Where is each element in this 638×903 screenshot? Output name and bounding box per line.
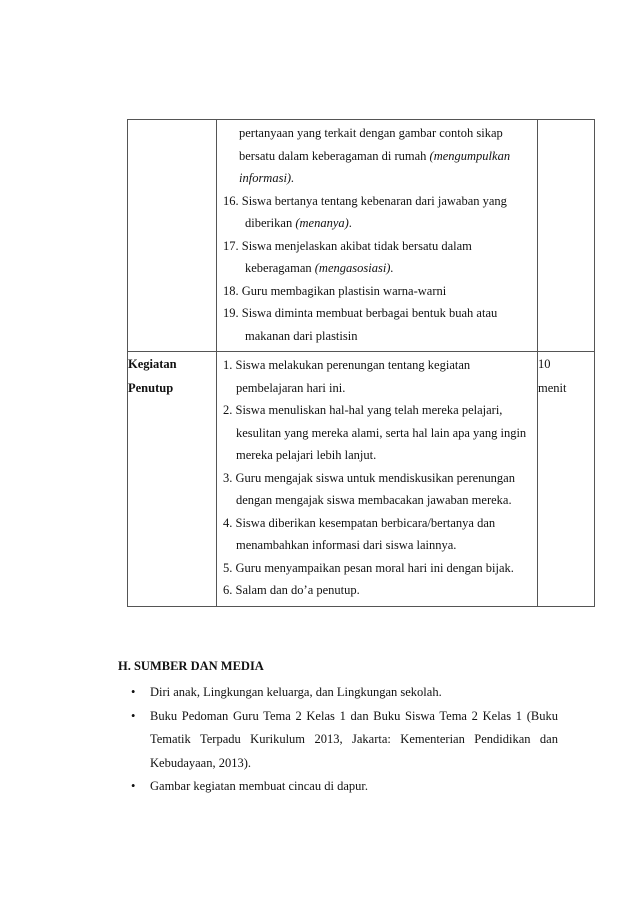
bullet-icon: •	[131, 685, 136, 699]
section-heading: H. SUMBER DAN MEDIA	[118, 659, 264, 673]
activity-name-cell-empty	[128, 120, 217, 352]
source-text: Gambar kegiatan membuat cincau di dapur.	[150, 779, 368, 793]
sources-list	[118, 681, 558, 799]
continued-step-line-2: bersatu dalam keberagaman di rumah	[239, 148, 430, 163]
step-number: 16.	[223, 193, 239, 208]
list-item	[223, 557, 531, 580]
list-item	[223, 579, 531, 602]
closing-activity-steps-cell	[217, 352, 538, 607]
source-text: Buku Pedoman Guru Tema 2 Kelas 1 dan Buku Siswa Tema 2 Kelas 1 (Buku Tematik Terpadu Kurikulum 2013, Jakarta: Kementerian Pendidikan dan Kebudayaan, 2013).	[150, 708, 558, 770]
step-text: Siswa melakukan perenungan tentang kegiatan pembelajaran hari ini.	[235, 358, 471, 395]
step-text: Siswa bertanya tentang kebenaran dari jawaban yang diberikan	[241, 193, 507, 230]
list-item	[223, 467, 531, 512]
continued-step-italic: (mengumpulkan informasi).	[239, 148, 511, 185]
source-text: Diri anak, Lingkungan keluarga, dan Lingkungan sekolah.	[150, 685, 442, 699]
step-number: 5.	[223, 560, 233, 575]
closing-activity-row	[128, 352, 595, 607]
closing-time-cell	[538, 352, 595, 607]
list-item	[118, 775, 558, 799]
list-item	[118, 705, 558, 776]
lesson-activity-table	[127, 119, 595, 607]
core-activity-continuation-row	[128, 120, 595, 352]
step-number: 4.	[223, 515, 233, 530]
step-tail: .	[348, 216, 352, 230]
list-item	[223, 235, 531, 280]
step-text: Guru membagikan plastisin warna-warni	[241, 283, 447, 298]
bullet-icon: •	[131, 708, 136, 723]
step-text: Siswa menjelaskan akibat tidak bersatu dalam keberagaman	[241, 238, 472, 275]
time-cell-empty	[538, 120, 595, 352]
step-number: 19.	[223, 306, 239, 320]
closing-activity-title-cell	[128, 352, 217, 607]
continued-step-line-1: pertanyaan yang terkait dengan gambar contoh sikap	[239, 126, 503, 140]
step-text: Guru menyampaikan pesan moral hari ini dengan bijak.	[235, 560, 514, 575]
time-value: 10	[538, 357, 551, 371]
step-number: 3.	[223, 470, 233, 485]
list-item	[223, 190, 531, 235]
list-item	[223, 302, 531, 347]
closing-activity-steps	[217, 352, 537, 606]
step-number: 2.	[223, 403, 233, 417]
list-item	[223, 280, 531, 303]
step-text: Siswa diberikan kesempatan berbicara/bertanya dan menambahkan informasi dari siswa lainnya.	[235, 515, 496, 552]
list-item	[223, 399, 531, 467]
step-italic: (mengasosiasi).	[314, 261, 394, 275]
sources-and-media-section	[118, 655, 558, 799]
step-italic: (menanya)	[295, 216, 349, 230]
list-item	[118, 681, 558, 705]
core-activity-steps-cell	[217, 120, 538, 352]
step-number: 6.	[223, 583, 233, 597]
step-text: Siswa diminta membuat berbagai bentuk buah atau makanan dari plastisin	[241, 306, 498, 343]
step-number: 1.	[223, 358, 233, 372]
list-item	[223, 122, 531, 190]
closing-title-line-2: Penutup	[128, 381, 174, 395]
list-item	[223, 354, 531, 399]
closing-title-line-1: Kegiatan	[128, 357, 177, 371]
list-item	[223, 512, 531, 557]
step-text: Guru mengajak siswa untuk mendiskusikan perenungan dengan mengajak siswa membacakan jawaban mereka.	[235, 470, 515, 507]
step-number: 17.	[223, 238, 239, 253]
step-number: 18.	[223, 283, 239, 298]
step-text: Siswa menuliskan hal-hal yang telah mereka pelajari, kesulitan yang mereka alami, serta hal lain apa yang ingin mereka pelajari lebih lanjut.	[235, 403, 527, 462]
time-unit: menit	[538, 381, 567, 395]
step-text: Salam dan do’a penutup.	[235, 583, 360, 597]
core-activity-steps	[217, 120, 537, 351]
bullet-icon: •	[131, 779, 136, 793]
